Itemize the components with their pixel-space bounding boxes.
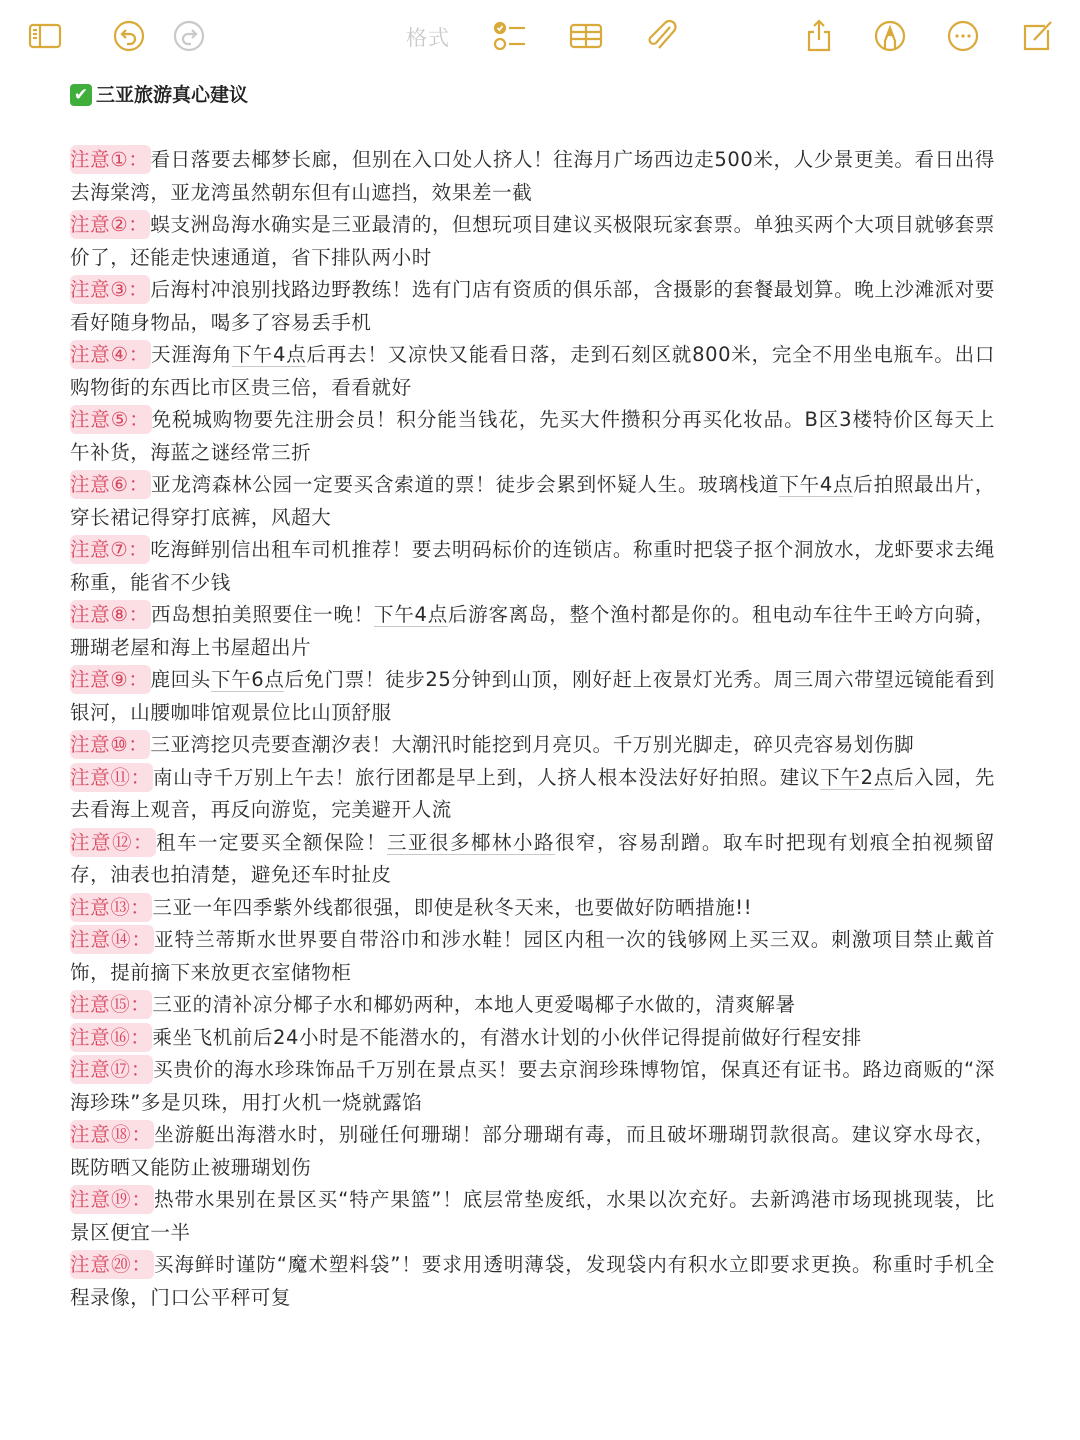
tips-list [70,144,995,1314]
tip-label: 注意⑪： [70,763,153,792]
tip-text: 乘坐飞机前后24小时是不能潜水的，有潜水计划的小伙伴记得提前做好行程安排 [152,1025,862,1049]
share-icon[interactable] [801,18,837,54]
sidebar-icon[interactable] [27,18,63,54]
more-icon[interactable] [945,18,981,54]
tip-item [70,924,995,989]
tip-label: 注意⑧： [70,600,151,629]
tip-underlined-text: 下午4点 [779,473,854,496]
table-icon[interactable] [568,18,604,54]
tip-text-continued: 很窄，容易刮蹭。取车时把现有划痕全拍视频留存，油表也拍清楚，避免还车时扯皮 [70,830,995,886]
tip-underlined-text: 三亚很多椰林小路 [386,830,555,854]
tip-label: 注意⑦： [70,535,150,564]
tip-text: 三亚的清补凉分椰子水和椰奶两种，本地人更爱喝椰子水做的，清爽解暑 [152,993,796,1016]
attachment-icon[interactable] [643,18,679,54]
tip-item [70,1022,995,1055]
tip-label: 注意①： [70,145,151,174]
tip-text: 看日落要去椰梦长廊，但别在入口处人挤人！往海月广场西边走500米，人少景更美。看日出得去海棠湾，亚龙湾虽然朝东但有山遮挡，效果差一截 [70,148,995,204]
tip-text: 吃海鲜别信出租车司机推荐！要去明码标价的连锁店。称重时把袋子抠个洞放水，龙虾要求去绳称重，能省不少钱 [70,538,995,594]
tip-text-continued: 后入园，先去看海上观音，再反向游览，完美避开人流 [70,765,995,821]
tip-text: 买贵价的海水珍珠饰品千万别在景点买！要去京润珍珠博物馆，保真还有证书。路边商贩的“深海珍珠”多是贝珠，用打火机一烧就露馅 [70,1058,995,1114]
note-body[interactable] [70,78,995,1314]
tip-label: 注意⑯： [70,1023,152,1052]
tip-text: 天涯海角 [151,343,233,366]
tip-text: 亚龙湾森林公园一定要买含索道的票！徒步会累到怀疑人生。玻璃栈道 [151,473,780,496]
tip-item [70,1249,995,1314]
tip-text-continued: 后再去！又凉快又能看日落，走到石刻区就800米，完全不用坐电瓶车。出口购物街的东西比市区贵三倍，看看就好 [70,343,995,399]
tip-item [70,892,995,925]
tip-label: 注意⑱： [70,1120,154,1149]
tip-item [70,1184,995,1249]
tip-label: 注意⑫： [70,828,156,857]
tip-text: 三亚一年四季紫外线都很强，即使是秋冬天来，也要做好防晒措施!! [152,895,753,919]
tip-label: 注意⑤： [70,405,152,434]
tip-label: 注意③： [70,275,150,304]
tip-text: 免税城购物要先注册会员！积分能当钱花，先买大件攒积分再买化妆品。B区3楼特价区每天上午补货，海蓝之谜经常三折 [70,408,995,464]
tip-item [70,762,995,827]
tip-label: 注意⑰： [70,1055,153,1084]
tip-item [70,664,995,729]
tip-text: 后海村冲浪别找路边野教练！选有门店有资质的俱乐部，含摄影的套餐最划算。晚上沙滩派对要看好随身物品，喝多了容易丢手机 [70,278,995,334]
tip-text: 西岛想拍美照要住一晚！ [151,603,374,626]
redo-icon[interactable] [171,18,207,54]
tip-label: 注意⑨： [70,665,151,694]
format-button[interactable]: 格式 [406,26,450,50]
tip-item [70,404,995,469]
toolbar [0,0,1080,72]
tip-text: 租车一定要买全额保险！ [156,830,387,854]
tip-text: 热带水果别在景区买“特产果篮”！底层常垫废纸，水果以次充好。去新鸿港市场现挑现装，比景区便宜一半 [70,1188,996,1244]
tip-item [70,1054,995,1119]
tip-item [70,534,995,599]
note-title [70,78,995,112]
tip-label: 注意⑲： [70,1185,154,1214]
tip-item [70,209,995,274]
tip-item [70,989,995,1022]
tip-text: 三亚湾挖贝壳要查潮汐表！大潮汛时能挖到月亮贝。千万别光脚走，碎贝壳容易划伤脚 [150,733,915,756]
tip-text: 南山寺千万别上午去！旅行团都是早上到，人挤人根本没法好好拍照。建议 [152,765,821,789]
tip-text: 蜈支洲岛海水确实是三亚最清的，但想玩项目建议买极限玩家套票。单独买两个大项目就够套票价了，还能走快速通道，省下排队两小时 [70,213,995,269]
tip-item [70,339,995,404]
tip-item [70,599,995,664]
markup-icon[interactable] [872,18,908,54]
tip-text: 坐游艇出海潜水时，别碰任何珊瑚！部分珊瑚有毒，而且破坏珊瑚罚款很高。建议穿水母衣，既防晒又能防止被珊瑚划伤 [70,1123,995,1179]
tip-underlined-text: 下午6点 [210,668,285,691]
tip-text: 买海鲜时谨防“魔术塑料袋”！要求用透明薄袋，发现袋内有积水立即要求更换。称重时手机全程录像，门口公平秤可复 [70,1253,996,1309]
tip-underlined-text: 下午4点 [373,603,448,626]
tip-label: 注意⑥： [70,470,151,499]
undo-icon[interactable] [111,18,147,54]
tip-label: 注意④： [70,340,151,369]
tip-item [70,274,995,339]
tip-item [70,1119,995,1184]
tip-label: 注意⑭： [70,925,154,954]
checklist-icon[interactable] [492,18,528,54]
tip-underlined-text: 下午4点 [232,343,307,366]
tip-item [70,827,995,892]
tip-label: 注意⑩： [70,730,150,759]
compose-icon[interactable] [1019,18,1055,54]
tip-label: 注意②： [70,210,150,239]
tip-text-continued: 后游客离岛，整个渔村都是你的。租电动车往牛王岭方向骑，珊瑚老屋和海上书屋超出片 [70,603,995,659]
tip-label: 注意⑬： [70,893,152,922]
tip-item [70,144,995,209]
tip-text: 亚特兰蒂斯水世界要自带浴巾和涉水鞋！园区内租一次的钱够网上买三双。刺激项目禁止戴首饰，提前摘下来放更衣室储物柜 [70,928,995,984]
tip-item [70,469,995,534]
tip-underlined-text: 下午2点 [820,765,894,789]
tip-item [70,729,995,762]
tip-text-continued: 后免门票！徒步25分钟到山顶，刚好赶上夜景灯光秀。周三周六带望远镜能看到银河，山腰咖啡馆观景位比山顶舒服 [70,668,995,724]
tip-text: 鹿回头 [150,668,211,691]
tip-text-continued: 后拍照最出片，穿长裙记得穿打底裤，风超大 [70,473,995,529]
check-mark-icon: ✔ [70,84,92,106]
tip-label: 注意⑮： [70,990,152,1019]
tip-label: 注意⑳： [70,1250,154,1279]
note-title-text: 三亚旅游真心建议 [96,84,249,106]
